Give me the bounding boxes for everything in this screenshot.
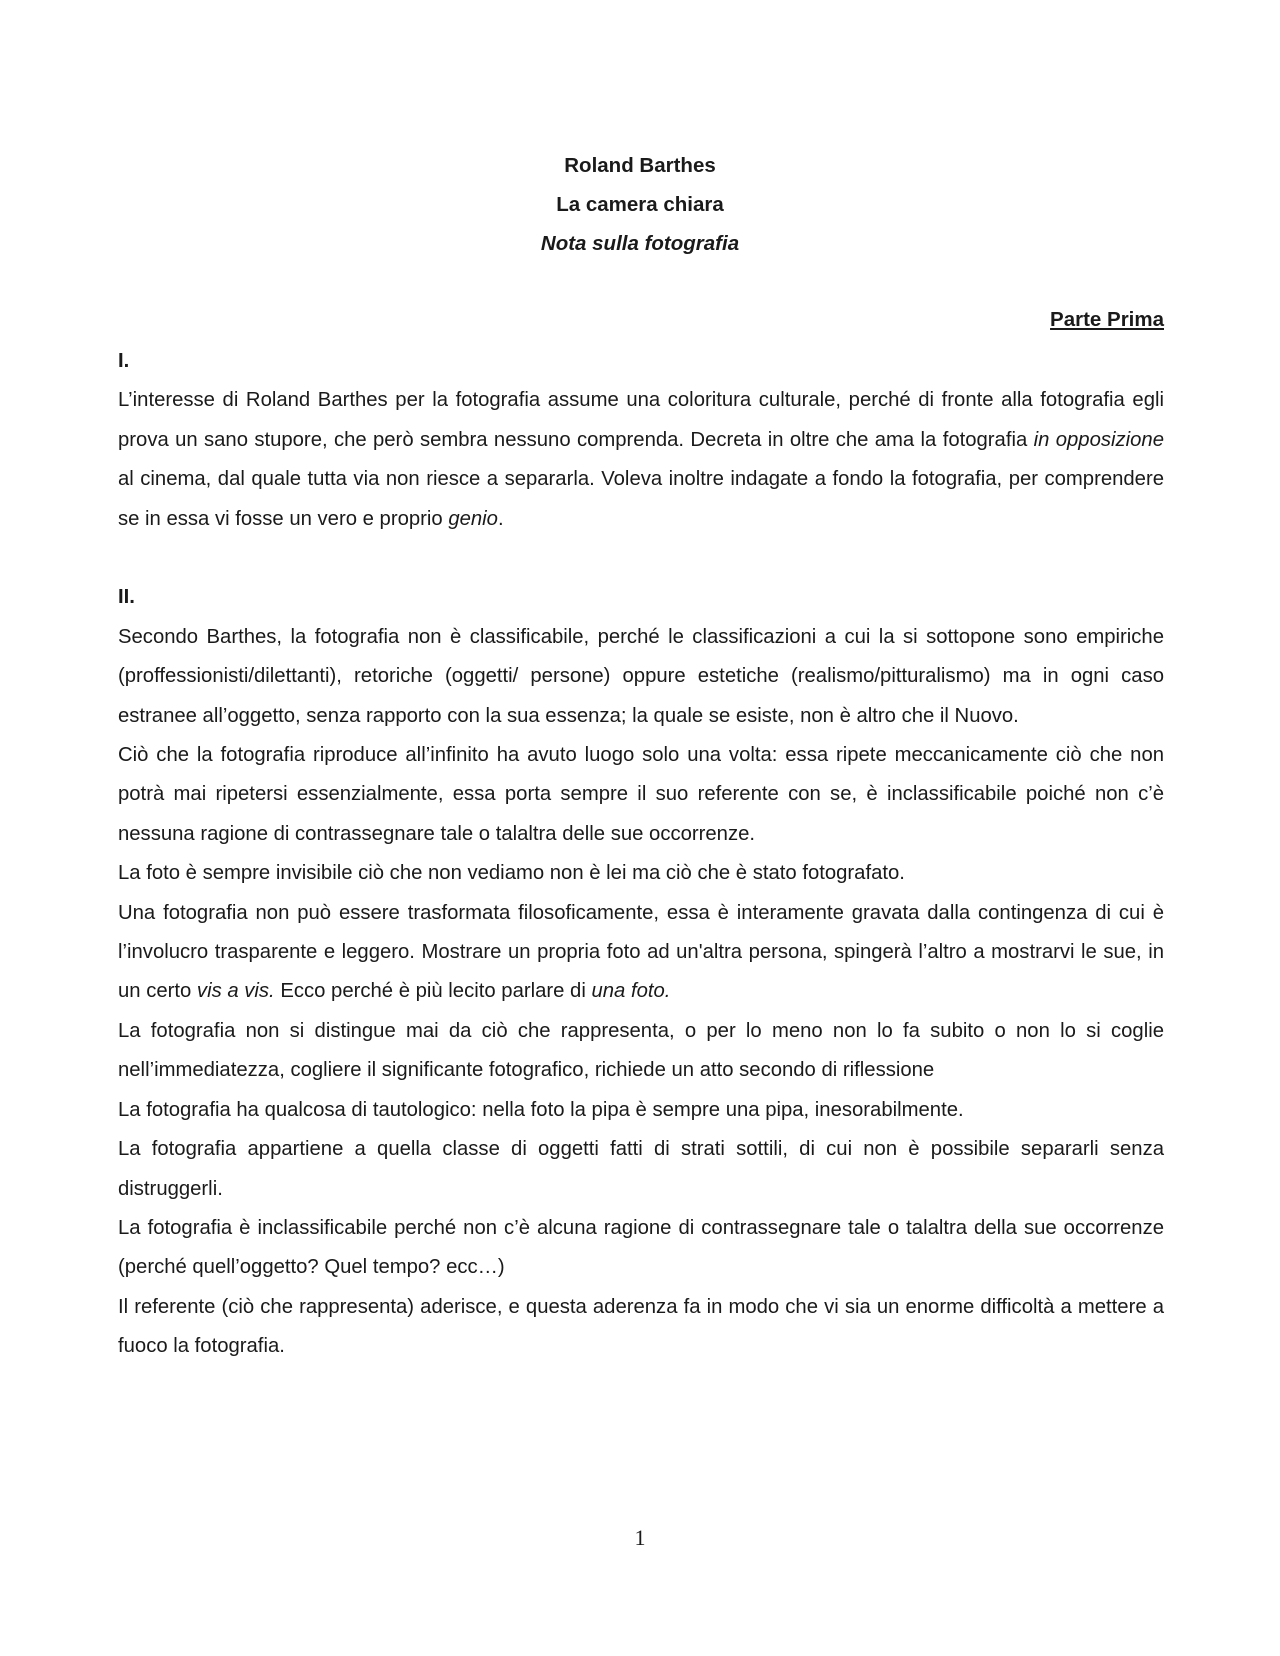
emphasis-text: vis a vis. xyxy=(196,980,275,1003)
paragraph-text: L’interesse di Roland Barthes per la fotografia assume una coloritura culturale, perché di fronte alla fotografia egli prova un sano stupore, che però sembra nessuno comprenda. Decreta in oltre che ama la fotografia xyxy=(118,389,1164,451)
paragraph-text: Ecco perché è più lecito parlare di xyxy=(274,980,592,1003)
page-number: 1 xyxy=(634,1525,646,1550)
section-gap xyxy=(118,539,1164,578)
section-number-1: I. xyxy=(118,350,130,372)
book-title: La camera chiara xyxy=(556,193,724,216)
paragraph: Secondo Barthes, la fotografia non è classificabile, perché le classificazioni a cui la si sottopone sono empiriche (proffessionisti/dilettanti), retoriche (oggetti/ persone) oppure estetiche (realismo/pitturalismo) ma in ogni caso estranee all’oggetto, senza rapporto con la sua essenza; la quale se esiste, non è altro che il Nuovo. xyxy=(118,625,1164,727)
paragraph: La fotografia ha qualcosa di tautologico: nella foto la pipa è sempre una pipa, inesorabilmente. xyxy=(118,1098,964,1121)
emphasis-text: genio xyxy=(448,507,498,530)
paragraph: La foto è sempre invisibile ciò che non vediamo non è lei ma ciò che è stato fotografato. xyxy=(118,862,905,885)
paragraph: Il referente (ciò che rappresenta) aderisce, e questa aderenza fa in modo che vi sia un enorme difficoltà a mettere a fuoco la fotografia. xyxy=(118,1295,1164,1358)
title-block xyxy=(0,146,1280,263)
paragraph: Ciò che la fotografia riproduce all’infinito ha avuto luogo solo una volta: essa ripete meccanicamente ciò che non potrà mai ripetersi essenzialmente, essa porta sempre il suo referente con se, è inclassificabile poiché non c’è nessuna ragione di contrassegnare tale o talaltra delle sue occorrenze. xyxy=(118,744,1164,845)
emphasis-text: in opposizione xyxy=(1033,428,1164,451)
book-subtitle: Nota sulla fotografia xyxy=(540,232,740,255)
paragraph: La fotografia non si distingue mai da ciò che rappresenta, o per lo meno non lo fa subito o non lo si coglie nell’immediatezza, cogliere il significante fotografico, richiede un atto secondo di riflessione xyxy=(118,1019,1164,1082)
paragraph-text: . xyxy=(497,507,504,530)
emphasis-text: una foto. xyxy=(591,980,671,1003)
paragraph xyxy=(118,381,1164,539)
section-number-2: II. xyxy=(118,586,135,609)
paragraph-text: Una fotografia non può essere trasformata filosoficamente, essa è interamente gravata dalla contingenza di cui è l’involucro trasparente e leggero. Mostrare un propria foto ad un'altra persona, spingerà l’altro a mostrarvi le sue, in un certo xyxy=(118,901,1164,1003)
paragraph-text: al cinema, dal quale tutta via non riesce a separarla. Voleva inoltre indagate a fondo la fotografia, per comprendere se in essa vi fosse un vero e proprio xyxy=(118,468,1164,530)
paragraph: La fotografia è inclassificabile perché non c’è alcuna ragione di contrassegnare tale o talaltra della sue occorrenze (perché quell’oggetto? Quel tempo? ecc…) xyxy=(118,1216,1164,1279)
author-heading: Roland Barthes xyxy=(564,154,716,177)
paragraph: La fotografia appartiene a quella classe di oggetti fatti di strati sottili, di cui non è possibile separarli senza distruggerli. xyxy=(118,1138,1164,1200)
body-text xyxy=(118,342,1164,1367)
paragraph xyxy=(118,894,1164,1012)
part-heading: Parte Prima xyxy=(1050,308,1164,331)
